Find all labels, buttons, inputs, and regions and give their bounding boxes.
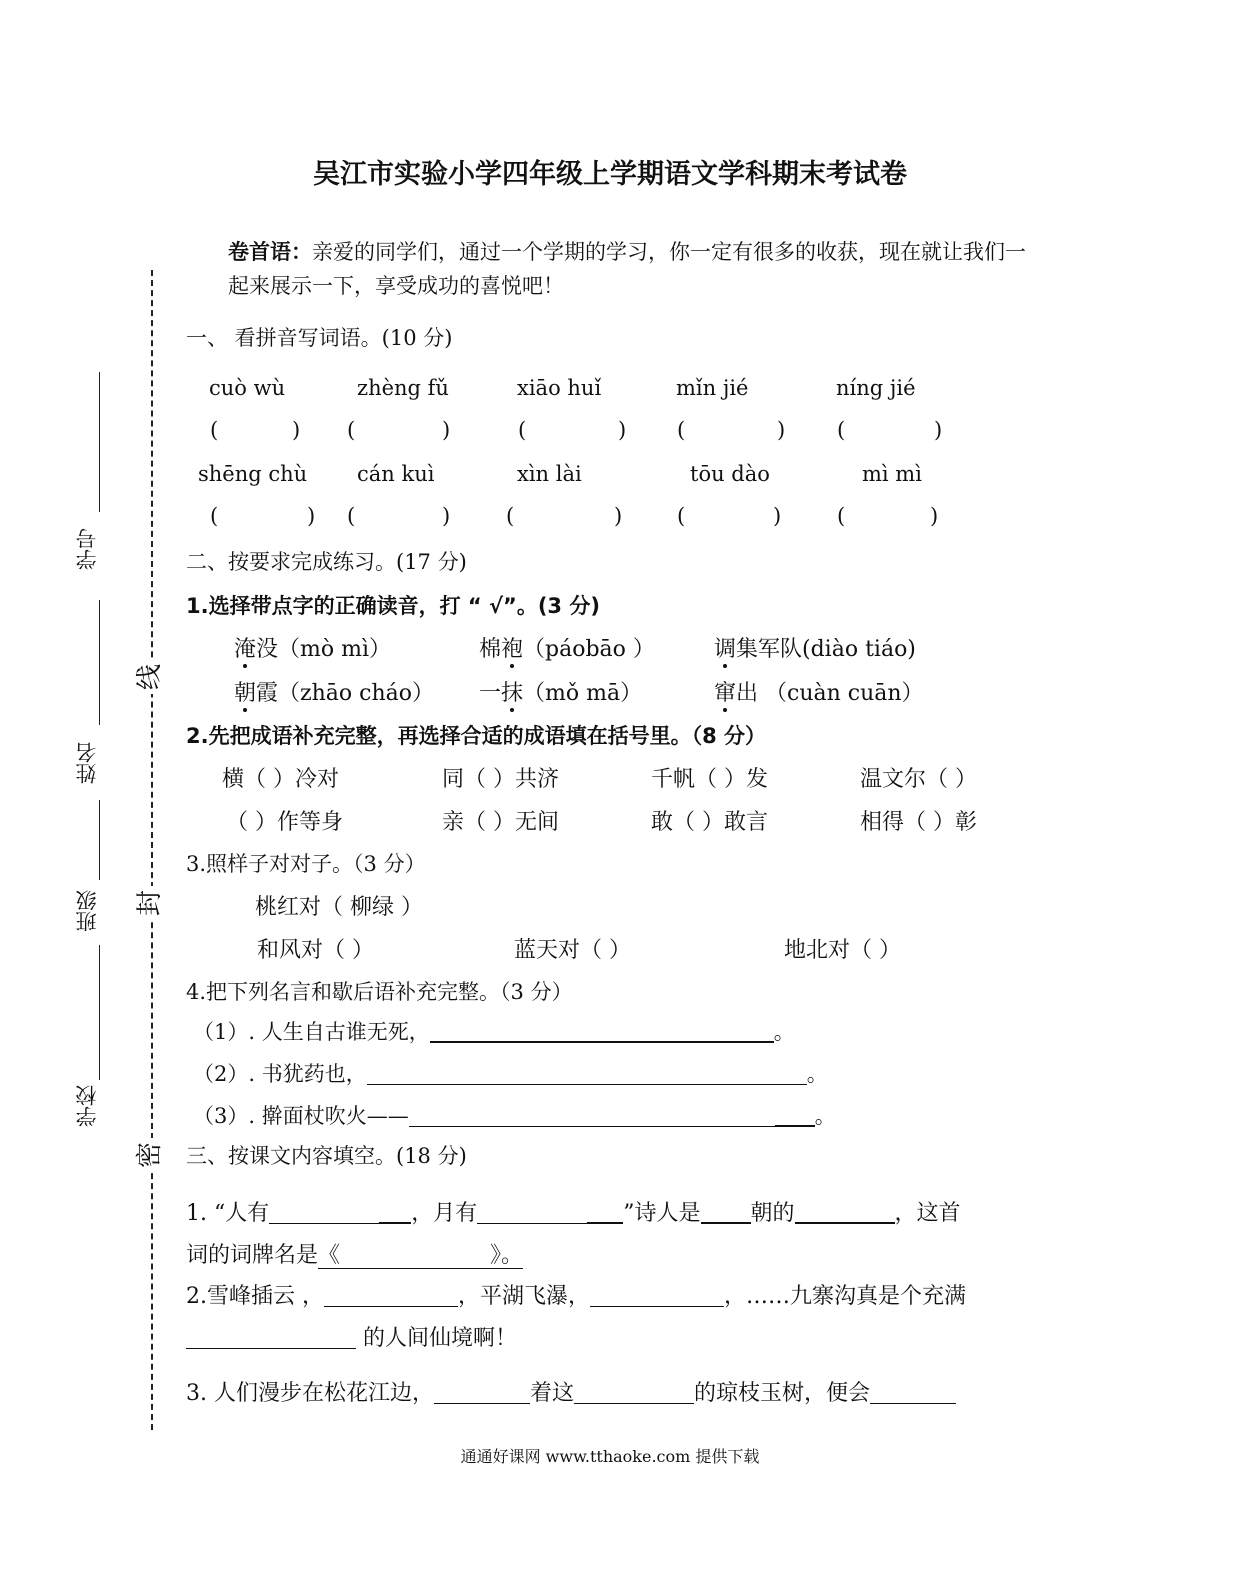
reading-item-2: 棉袍（páobāo ）	[479, 637, 655, 662]
answer-blank[interactable]	[775, 1104, 815, 1127]
couplet-3: 地北对（ ）	[784, 938, 901, 963]
answer-blank[interactable]	[701, 1200, 751, 1224]
proverb-3: （3）. 擀面杖吹火—— 。	[193, 1104, 836, 1128]
pinyin-1-3: xiāo huǐ	[517, 376, 602, 400]
answer-blank[interactable]	[430, 1020, 774, 1043]
answer-paren-2-3-close: )	[614, 504, 623, 528]
answer-paren-2-2-close: )	[442, 504, 451, 528]
reading-item-1: 淹没（mò mì）	[234, 637, 392, 662]
answer-blank[interactable]	[379, 1200, 411, 1224]
answer-paren-1-1-open: (	[210, 418, 219, 442]
answer-paren-1-4-close: )	[777, 418, 786, 442]
answer-paren-1-4-open: (	[677, 418, 686, 442]
answer-blank[interactable]	[409, 1105, 775, 1127]
q2-4-heading: 4.把下列名言和歇后语补充完整。（3 分）	[186, 980, 573, 1004]
q2-3-heading: 3.照样子对对子。（3 分）	[186, 852, 426, 876]
reading-item-4: 朝霞（zhāo cháo）	[234, 681, 434, 706]
pinyin-1-5: níng jié	[836, 376, 916, 400]
section-3-heading: 三、按课文内容填空。(18 分)	[186, 1144, 467, 1168]
answer-paren-2-4-open: (	[677, 504, 686, 528]
answer-blank[interactable]	[186, 1326, 356, 1349]
answer-blank[interactable]	[574, 1381, 694, 1404]
answer-paren-1-3-close: )	[618, 418, 627, 442]
reading-item-6: 窜出 （cuàn cuān）	[714, 681, 924, 706]
proverb-1: （1）. 人生自古谁无死， 。	[193, 1020, 795, 1044]
pinyin-1-2: zhèng fǔ	[357, 376, 449, 400]
dotted-char: 朝	[234, 681, 257, 706]
couplet-example: 桃红对（ 柳绿 ）	[255, 895, 423, 920]
name-line	[99, 600, 100, 725]
answer-paren-2-5-close: )	[930, 504, 939, 528]
reading-item-5: 一抹（mǒ mā）	[479, 681, 643, 706]
idiom-1-2: 同（ ）共济	[442, 767, 559, 792]
idiom-1-1: 横（ ）冷对	[222, 767, 339, 792]
answer-paren-2-1-close: )	[307, 504, 316, 528]
seal-char-mi: 密	[133, 1138, 167, 1172]
page-title: 吴江市实验小学四年级上学期语文学科期末考试卷	[313, 159, 907, 190]
q2-1-heading: 1.选择带点字的正确读音，打 “ √”。(3 分)	[186, 594, 600, 618]
answer-paren-2-2-open: (	[347, 504, 356, 528]
idiom-1-4: 温文尔（ ）	[860, 767, 977, 792]
dotted-char: 调	[714, 637, 737, 662]
dotted-char: 袍	[501, 637, 524, 662]
pinyin-2-1: shēng chù	[198, 462, 308, 486]
answer-paren-2-1-open: (	[210, 504, 219, 528]
seal-char-feng: 封	[133, 886, 167, 920]
fill-2-line-2: 的人间仙境啊！	[186, 1321, 517, 1352]
answer-blank[interactable]	[269, 1201, 379, 1224]
idiom-2-1: （ ）作等身	[226, 810, 343, 835]
pinyin-2-3: xìn lài	[517, 462, 582, 486]
idiom-2-2: 亲（ ）无间	[442, 810, 559, 835]
class-label: 班级	[75, 890, 99, 932]
dotted-char: 窜	[714, 681, 737, 706]
answer-blank[interactable]	[870, 1381, 956, 1404]
fill-1-line-1: 1. “人有 ，月有 ”诗人是 朝的 ，这首	[186, 1201, 961, 1226]
answer-paren-1-1-close: )	[292, 418, 301, 442]
intro-label: 卷首语：	[228, 240, 312, 264]
answer-paren-1-2-close: )	[442, 418, 451, 442]
school-label: 学校	[75, 1085, 99, 1127]
fill-3-line-1: 3. 人们漫步在松花江边， 着这 的琼枝玉树，便会	[186, 1376, 956, 1407]
answer-blank[interactable]	[434, 1381, 530, 1404]
pinyin-2-2: cán kuì	[357, 462, 435, 486]
idiom-2-4: 相得（ ）彰	[860, 810, 977, 835]
pinyin-1-1: cuò wù	[209, 376, 286, 400]
answer-paren-1-3-open: (	[518, 418, 527, 442]
intro-line-2: 起来展示一下，享受成功的喜悦吧！	[228, 274, 564, 298]
q2-2-heading: 2.先把成语补充完整，再选择合适的成语填在括号里。（8 分）	[186, 724, 767, 748]
answer-paren-2-3-open: (	[506, 504, 515, 528]
intro-text-1: 亲爱的同学们，通过一个学期的学习，你一定有很多的收获，现在就让我们一	[312, 240, 1026, 264]
name-label: 姓名	[75, 742, 99, 784]
pinyin-1-4: mǐn jié	[676, 376, 749, 400]
answer-paren-1-2-open: (	[347, 418, 356, 442]
answer-blank[interactable]: 《 》。	[318, 1243, 524, 1268]
class-line	[99, 800, 100, 880]
answer-blank[interactable]	[367, 1063, 807, 1085]
page-footer: 通通好课网 www.tthaoke.com 提供下载	[460, 1447, 760, 1466]
answer-blank[interactable]	[795, 1200, 895, 1224]
section-2-heading: 二、按要求完成练习。(17 分)	[186, 550, 467, 574]
answer-paren-1-5-open: (	[837, 418, 846, 442]
fill-2-line-1: 2.雪峰插云 ， ，平湖飞瀑， ，……九寨沟真是个充满	[186, 1284, 967, 1309]
answer-blank[interactable]	[587, 1200, 623, 1224]
couplet-1: 和风对（ ）	[257, 938, 374, 963]
fill-1-line-2: 词的词牌名是《 》。	[186, 1243, 524, 1268]
intro-line-1	[228, 236, 1026, 266]
answer-blank[interactable]	[477, 1201, 587, 1224]
answer-paren-2-5-open: (	[837, 504, 846, 528]
binding-dashed-line	[151, 270, 153, 1430]
idiom-1-3: 千帆（ ）发	[651, 767, 768, 792]
couplet-2: 蓝天对（ ）	[514, 938, 631, 963]
reading-item-3: 调集军队(diào tiáo)	[714, 637, 916, 662]
seal-char-line: 线	[133, 660, 167, 694]
answer-paren-2-4-close: )	[773, 504, 782, 528]
proverb-2: （2）. 书犹药也， 。	[193, 1062, 828, 1086]
idiom-2-3: 敢（ ）敢言	[651, 810, 768, 835]
student-no-label: 学号	[75, 528, 99, 570]
answer-blank[interactable]	[590, 1284, 724, 1307]
answer-paren-1-5-close: )	[934, 418, 943, 442]
dotted-char: 抹	[501, 681, 524, 706]
section-1-heading: 一、 看拼音写词语。(10 分)	[186, 326, 453, 350]
pinyin-2-4: tōu dào	[690, 462, 770, 486]
school-line	[99, 945, 100, 1080]
student-no-line	[99, 372, 100, 512]
dotted-char: 淹	[234, 637, 257, 662]
answer-blank[interactable]	[324, 1284, 458, 1307]
pinyin-2-5: mì mì	[862, 462, 922, 486]
